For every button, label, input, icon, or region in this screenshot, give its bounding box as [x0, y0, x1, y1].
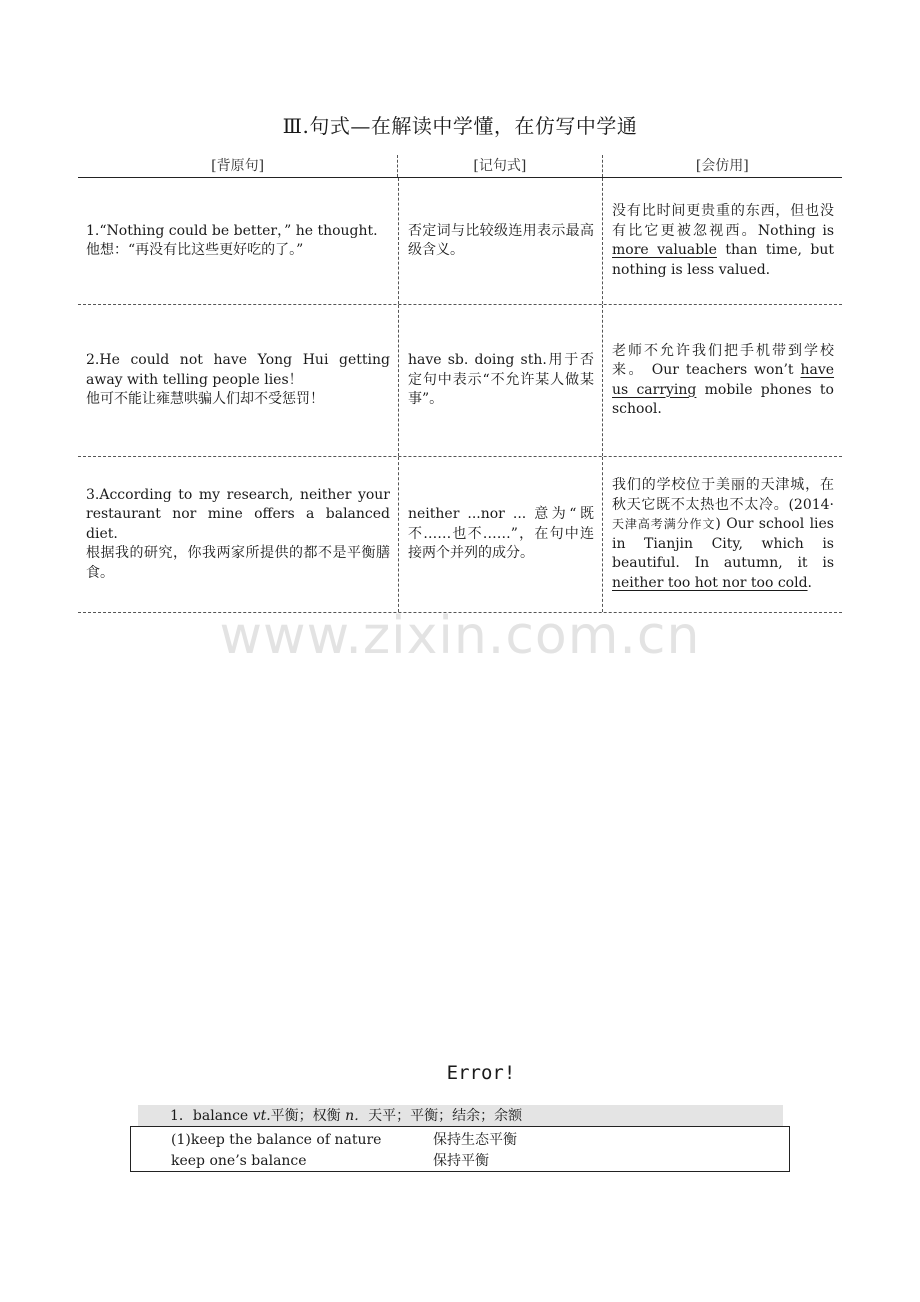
- source-close: ): [715, 516, 721, 532]
- practice-post: than time, but nothing is less valued.: [612, 242, 835, 278]
- practice-answer: neither too hot nor too cold: [612, 574, 808, 591]
- header-practice: [会仿用]: [602, 155, 842, 177]
- original-sentence: [78, 305, 398, 456]
- practice-zh: 我们的学校位于美丽的天津城，在秋天它既不太热也不太冷。: [612, 477, 834, 513]
- pattern-note: [398, 457, 602, 612]
- vocab-pos-n: n．: [345, 1108, 369, 1124]
- practice-pre: Nothing is: [757, 222, 835, 239]
- vocab-number: 1．: [170, 1108, 193, 1124]
- original-en: 2.He could not have Yong Hui getting away with telling people lies！: [86, 352, 390, 388]
- pattern-text: 否定词与比较级连用表示最高级含义。: [408, 222, 594, 258]
- practice-sentence: [602, 457, 842, 612]
- error-heading: Error!: [446, 1062, 516, 1084]
- pattern-text: have sb. doing sth.用于否定句中表示“不允许某人做某事”。: [408, 352, 594, 408]
- vocab-entry-header: [138, 1105, 783, 1127]
- pattern-note: [398, 305, 602, 456]
- example-zh: 保持平衡: [433, 1153, 489, 1169]
- pattern-text: neither ...nor ... 意为“既不……也不……”，在句中连接两个并列的成分。: [408, 506, 594, 562]
- sentence-pattern-table: [78, 155, 842, 613]
- practice-pre: Our teachers won’t: [651, 362, 794, 378]
- practice-text: [612, 476, 834, 593]
- source-open: (2014·: [788, 496, 834, 513]
- vocab-examples: [130, 1126, 790, 1172]
- vocab-word: balance: [192, 1108, 249, 1124]
- practice-sentence: [602, 178, 842, 304]
- original-en: 3.According to my research, neither your restaurant nor mine offers a balanced diet.: [86, 486, 390, 542]
- original-zh: 他想：“再没有比这些更好吃的了。”: [86, 242, 304, 258]
- practice-sentence: [602, 305, 842, 456]
- original-en: 1.“Nothing could be better，” he thought.: [86, 222, 378, 239]
- watermark: www.zixin.com.cn: [219, 606, 701, 666]
- practice-source: 天津高考满分作文: [612, 517, 716, 531]
- header-pattern: [记句式]: [397, 155, 601, 177]
- vocab-pos-vt: vt.: [252, 1108, 271, 1124]
- practice-zh: 没有比时间更贵重的东西，但也没有比它更被忽视西。: [612, 203, 834, 239]
- practice-pre: Our school lies in Tianjin City, which is beautiful. In autumn, it is: [612, 516, 834, 571]
- example-zh: 保持生态平衡: [433, 1132, 517, 1148]
- vocab-meaning-n: 天平；平衡；结余；余额: [368, 1108, 523, 1124]
- practice-post: .: [807, 574, 812, 591]
- example-en: keep one’s balance: [171, 1153, 307, 1169]
- practice-text: [612, 342, 834, 420]
- example-en: (1)keep the balance of nature: [171, 1132, 382, 1148]
- original-sentence: [78, 457, 398, 612]
- table-row: [78, 305, 842, 457]
- practice-text: [612, 202, 834, 280]
- table-row: [78, 457, 842, 613]
- original-zh: 根据我的研究，你我两家所提供的都不是平衡膳食。: [86, 545, 390, 581]
- table-row: [78, 178, 842, 305]
- practice-answer: have us carrying: [612, 362, 835, 398]
- practice-zh: 老师不允许我们把手机带到学校来。: [612, 342, 834, 378]
- header-original: [背原句]: [211, 158, 265, 174]
- original-zh: 他可不能让雍慧哄骗人们却不受惩罚！: [86, 391, 324, 408]
- table-header: [78, 155, 842, 178]
- page-title: Ⅲ.句式—在解读中学懂，在仿写中学通: [282, 114, 638, 138]
- practice-answer: more valuable: [612, 242, 717, 258]
- vocab-meaning-vt: 平衡；权衡: [270, 1108, 341, 1124]
- practice-post: mobile phones to school.: [612, 381, 834, 417]
- pattern-note: [398, 178, 602, 304]
- original-sentence: [78, 178, 398, 304]
